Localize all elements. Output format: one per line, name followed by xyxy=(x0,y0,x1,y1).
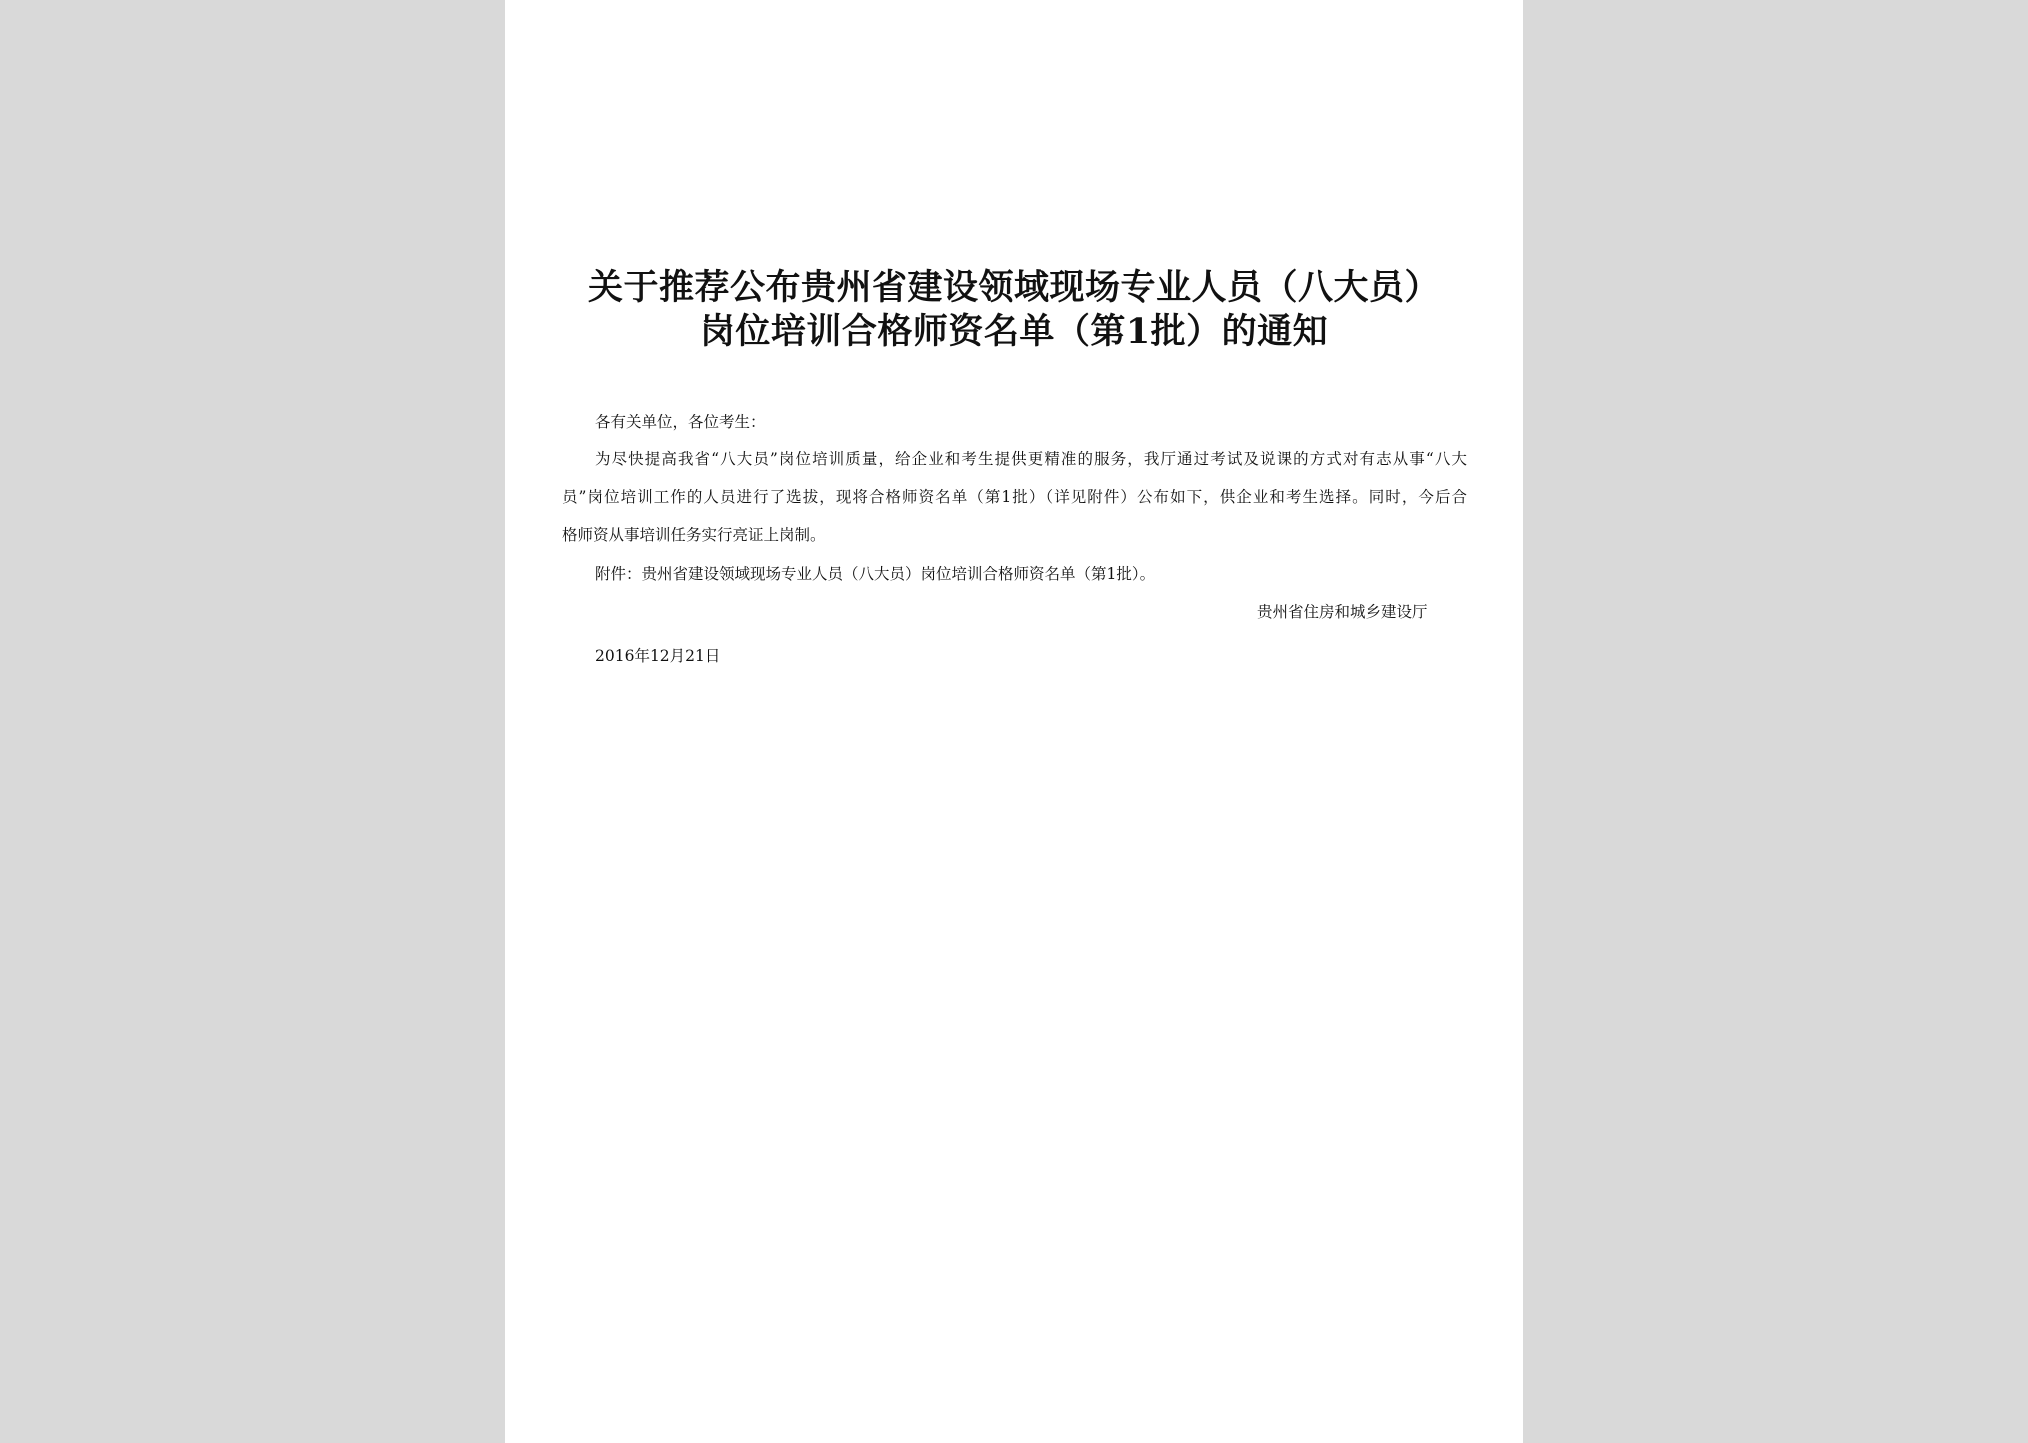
notice-title-line-2: 岗位培训合格师资名单（第1批）的通知 xyxy=(699,311,1329,352)
document-page xyxy=(505,0,1523,1443)
attachment-note: 附件：贵州省建设领域现场专业人员（八大员）岗位培训合格师资名单（第1批）。 xyxy=(595,565,1156,583)
body-paragraph-line-2: 员”岗位培训工作的人员进行了选拔，现将合格师资名单（第1批）（详见附件）公布如下，供企业和考生选择。同时，今后合 xyxy=(562,488,1467,506)
body-paragraph-line-3: 格师资从事培训任务实行亮证上岗制。 xyxy=(562,526,826,544)
notice-title-line-1: 关于推荐公布贵州省建设领域现场专业人员（八大员） xyxy=(587,267,1440,308)
salutation: 各有关单位，各位考生： xyxy=(595,413,766,431)
issuing-authority: 贵州省住房和城乡建设厅 xyxy=(1257,603,1428,621)
issue-date: 2016年12月21日 xyxy=(595,647,721,665)
body-paragraph-line-1: 为尽快提高我省“八大员”岗位培训质量，给企业和考生提供更精准的服务，我厅通过考试及说课的方式对有志从事“八大 xyxy=(595,450,1467,468)
